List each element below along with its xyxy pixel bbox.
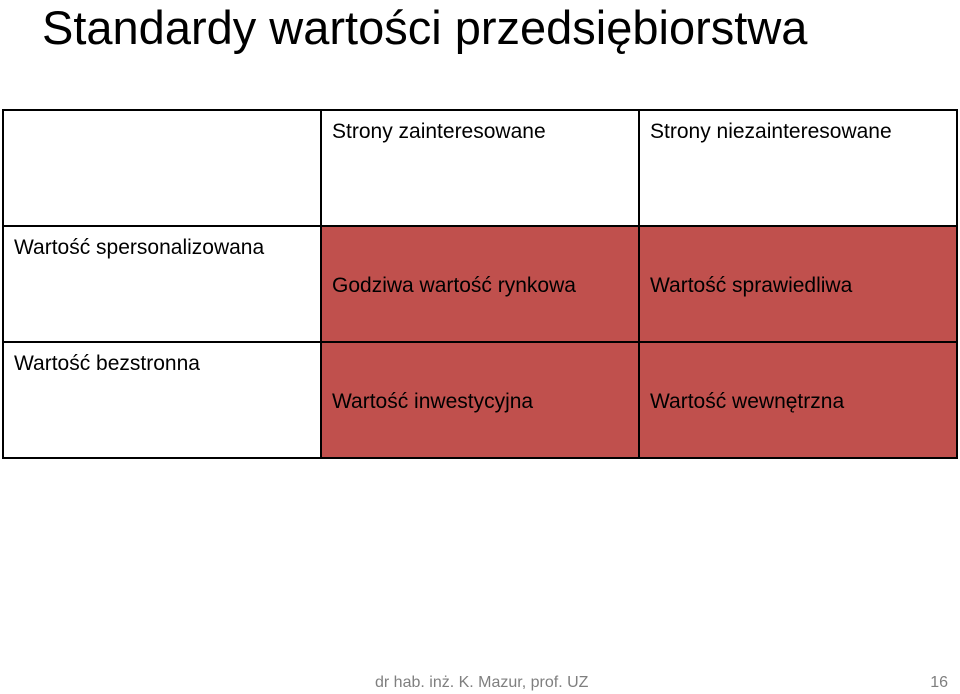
row-header-cell: [3, 342, 321, 458]
row-header-cell: [3, 226, 321, 342]
table-cell: [321, 226, 639, 342]
cell-investment-value: Wartość inwestycyjna: [332, 390, 534, 413]
table-cell: [321, 342, 639, 458]
table-header-row: [3, 110, 957, 226]
column-header-cell: [639, 110, 957, 226]
cell-fair-market-value: Godziwa wartość rynkowa: [332, 274, 576, 297]
column-header-interested: Strony zainteresowane: [332, 120, 546, 143]
row-header-personalized: Wartość spersonalizowana: [14, 236, 265, 259]
row-header-impartial: Wartość bezstronna: [14, 352, 200, 375]
table-cell: [639, 342, 957, 458]
table-row: [3, 226, 957, 342]
slide-title: Standardy wartości przedsiębiorstwa: [42, 1, 808, 54]
table-cell: [639, 226, 957, 342]
footer-author: dr hab. inż. K. Mazur, prof. UZ: [375, 674, 589, 691]
table-corner-cell: [3, 110, 321, 226]
table-row: [3, 342, 957, 458]
value-standards-table: [2, 109, 958, 459]
cell-fair-value: Wartość sprawiedliwa: [650, 274, 853, 297]
column-header-uninterested: Strony niezainteresowane: [650, 120, 892, 143]
cell-intrinsic-value: Wartość wewnętrzna: [650, 390, 845, 413]
column-header-cell: [321, 110, 639, 226]
page-number: 16: [930, 674, 948, 691]
